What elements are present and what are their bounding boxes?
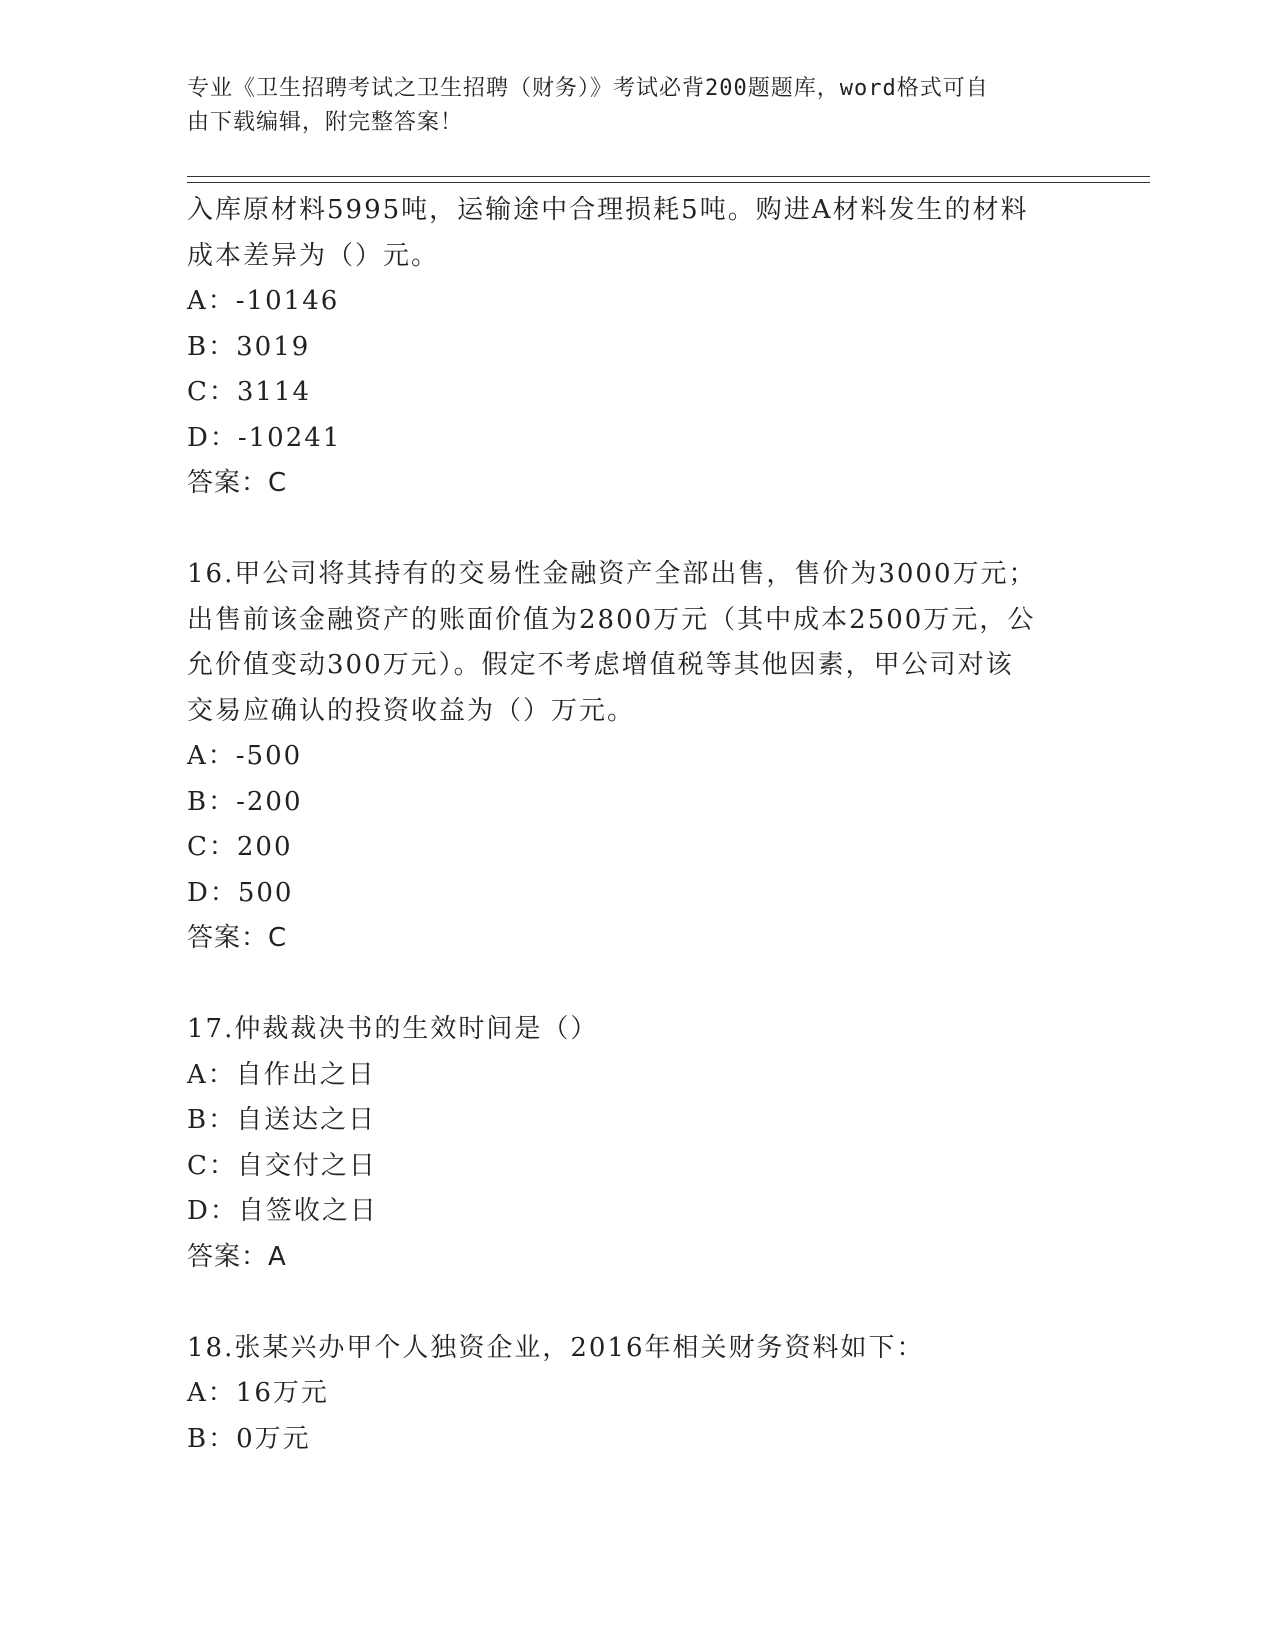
spacer (187, 1280, 1087, 1326)
option-b: B：3019 (187, 331, 311, 362)
option-d: D：自签收之日 (187, 1196, 378, 1226)
option-c: C：自交付之日 (187, 1150, 377, 1181)
question-text-line: 成本差异为（）元。 (187, 240, 440, 271)
header-divider-bottom (187, 182, 1150, 183)
option-b: B：0万元 (187, 1423, 311, 1454)
option-c: C：3114 (187, 377, 312, 407)
answer: 答案：C (187, 468, 288, 498)
question-text-line: 允价值变动300万元）。假定不考虑增值税等其他因素，甲公司对该 (187, 650, 1014, 680)
spacer (187, 507, 1087, 553)
question-text-line: 入库原材料5995吨，运输途中合理损耗5吨。购进A材料发生的材料 (187, 195, 1029, 225)
option-c: C：200 (187, 832, 293, 862)
option-d: D：500 (187, 877, 294, 908)
header-divider-top (187, 176, 1150, 177)
option-a: A：自作出之日 (187, 1059, 376, 1090)
question-18 (187, 1326, 1087, 1463)
header-line-1: 专业《卫生招聘考试之卫生招聘（财务）》考试必背200题题库，word格式可自 (187, 76, 989, 101)
option-a: A：-500 (187, 741, 303, 771)
document-body (187, 188, 1087, 1462)
question-text-line: 出售前该金融资产的账面价值为2800万元（其中成本2500万元，公 (187, 604, 1036, 635)
option-a: A：-10146 (187, 286, 340, 316)
header-line-2: 由下载编辑，附完整答案！ (187, 110, 464, 135)
answer: 答案：C (187, 923, 288, 953)
question-16 (187, 552, 1087, 962)
option-a: A：16万元 (187, 1378, 329, 1408)
question-text-line: 17.仲裁裁决书的生效时间是（） (187, 1014, 599, 1044)
spacer (187, 962, 1087, 1008)
question-text-line: 18.张某兴办甲个人独资企业，2016年相关财务资料如下： (187, 1332, 925, 1363)
answer: 答案：A (187, 1241, 287, 1272)
question-text-line: 交易应确认的投资收益为（）万元。 (187, 695, 636, 726)
option-b: B：自送达之日 (187, 1105, 377, 1135)
question-text-line: 16.甲公司将其持有的交易性金融资产全部出售，售价为3000万元； (187, 559, 1037, 589)
question-17 (187, 1007, 1087, 1280)
option-d: D：-10241 (187, 422, 342, 453)
question-15 (187, 188, 1087, 507)
option-b: B：-200 (187, 786, 303, 817)
document-header (187, 72, 1067, 140)
